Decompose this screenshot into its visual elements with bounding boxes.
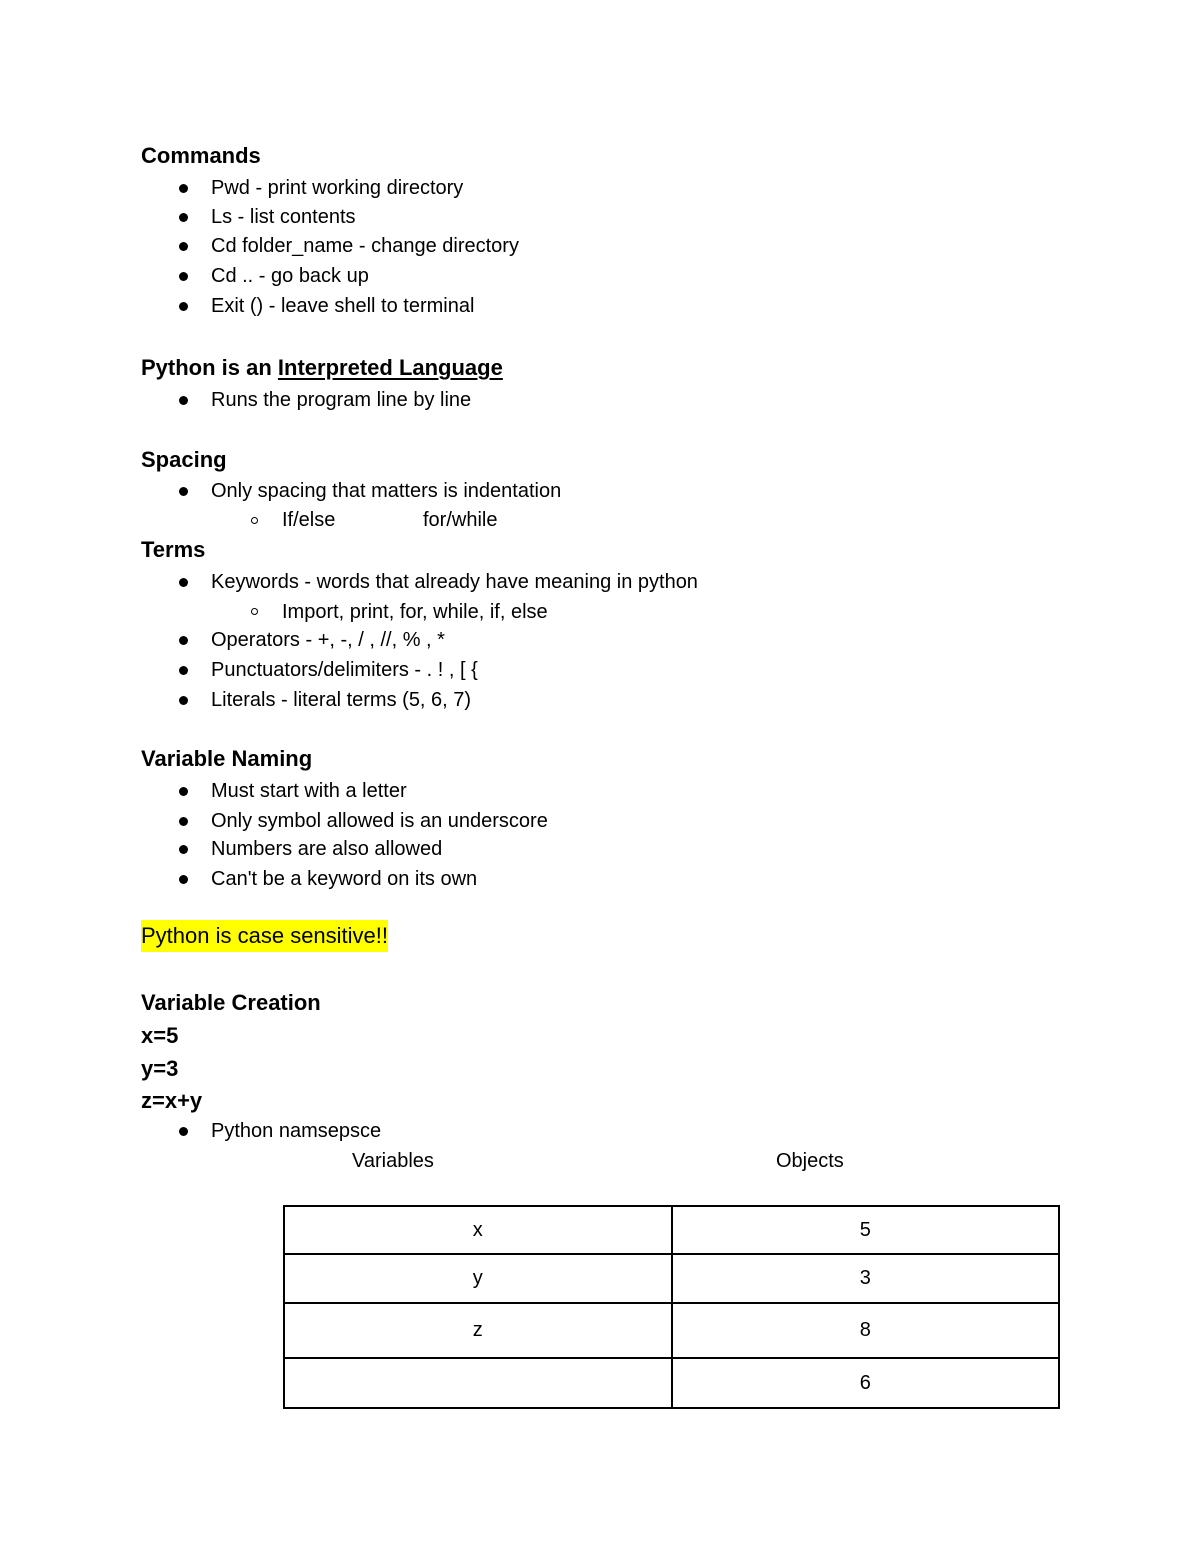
naming-heading: Variable Naming [141, 746, 313, 771]
bullet-icon [179, 666, 188, 675]
object-cell: 3 [672, 1254, 1060, 1303]
case-sensitive-note [141, 925, 388, 947]
bullet-icon [179, 487, 188, 496]
variable-cell: x [284, 1206, 672, 1254]
bullet-icon [179, 787, 188, 796]
variable-cell: z [284, 1303, 672, 1358]
list-item: Only spacing that matters is indentation [211, 480, 562, 502]
bullet-icon [179, 184, 188, 193]
bullet-icon [179, 875, 188, 884]
spacing-heading: Spacing [141, 447, 227, 472]
table-row [284, 1303, 1059, 1358]
bullet-icon [179, 696, 188, 705]
list-item: Punctuators/delimiters - . ! , [ { [211, 659, 478, 681]
creation-heading: Variable Creation [141, 990, 321, 1015]
highlighted-text: Python is case sensitive!! [141, 920, 388, 952]
code-line: z=x+y [141, 1088, 203, 1113]
terms-heading: Terms [141, 537, 206, 562]
sub-list-item: for/while [423, 509, 498, 531]
table-row [284, 1358, 1059, 1408]
table-row [284, 1254, 1059, 1303]
list-item: Operators - +, -, / , //, % , * [211, 629, 445, 651]
code-line: x=5 [141, 1023, 179, 1048]
bullet-icon [179, 578, 188, 587]
circle-bullet-icon [251, 517, 258, 524]
list-item: Literals - literal terms (5, 6, 7) [211, 689, 472, 711]
bullet-icon [179, 1127, 188, 1136]
sub-list-item: If/else [282, 509, 336, 531]
interpreted-heading-prefix: Python is an [141, 355, 278, 380]
object-cell: 5 [672, 1206, 1060, 1254]
variable-cell [284, 1358, 672, 1408]
list-item: Can't be a keyword on its own [211, 868, 478, 890]
list-item: Numbers are also allowed [211, 838, 443, 860]
bullet-icon [179, 213, 188, 222]
list-item: Cd folder_name - change directory [211, 235, 519, 257]
object-cell: 8 [672, 1303, 1060, 1358]
list-item: Ls - list contents [211, 206, 356, 228]
bullet-icon [179, 396, 188, 405]
sub-list-item: Import, print, for, while, if, else [282, 601, 548, 623]
list-item: Runs the program line by line [211, 389, 472, 411]
list-item: Python namsepsce [211, 1120, 382, 1142]
circle-bullet-icon [251, 608, 258, 615]
list-item: Pwd - print working directory [211, 177, 464, 199]
namespace-table [283, 1205, 1060, 1409]
bullet-icon [179, 272, 188, 281]
bullet-icon [179, 817, 188, 826]
object-cell: 6 [672, 1358, 1060, 1408]
list-item: Cd .. - go back up [211, 265, 369, 287]
variable-cell: y [284, 1254, 672, 1303]
list-item: Must start with a letter [211, 780, 407, 802]
bullet-icon [179, 302, 188, 311]
interpreted-language-link: Interpreted Language [277, 355, 503, 380]
bullet-icon [179, 242, 188, 251]
bullet-icon [179, 636, 188, 645]
interpreted-heading [141, 357, 503, 379]
list-item: Only symbol allowed is an underscore [211, 810, 548, 832]
variables-column-label: Variables [352, 1150, 434, 1172]
commands-heading: Commands [141, 143, 261, 168]
table-row [284, 1206, 1059, 1254]
code-line: y=3 [141, 1056, 179, 1081]
objects-column-label: Objects [776, 1150, 844, 1172]
bullet-icon [179, 845, 188, 854]
list-item: Keywords - words that already have meaning in python [211, 571, 698, 593]
list-item: Exit () - leave shell to terminal [211, 295, 475, 317]
